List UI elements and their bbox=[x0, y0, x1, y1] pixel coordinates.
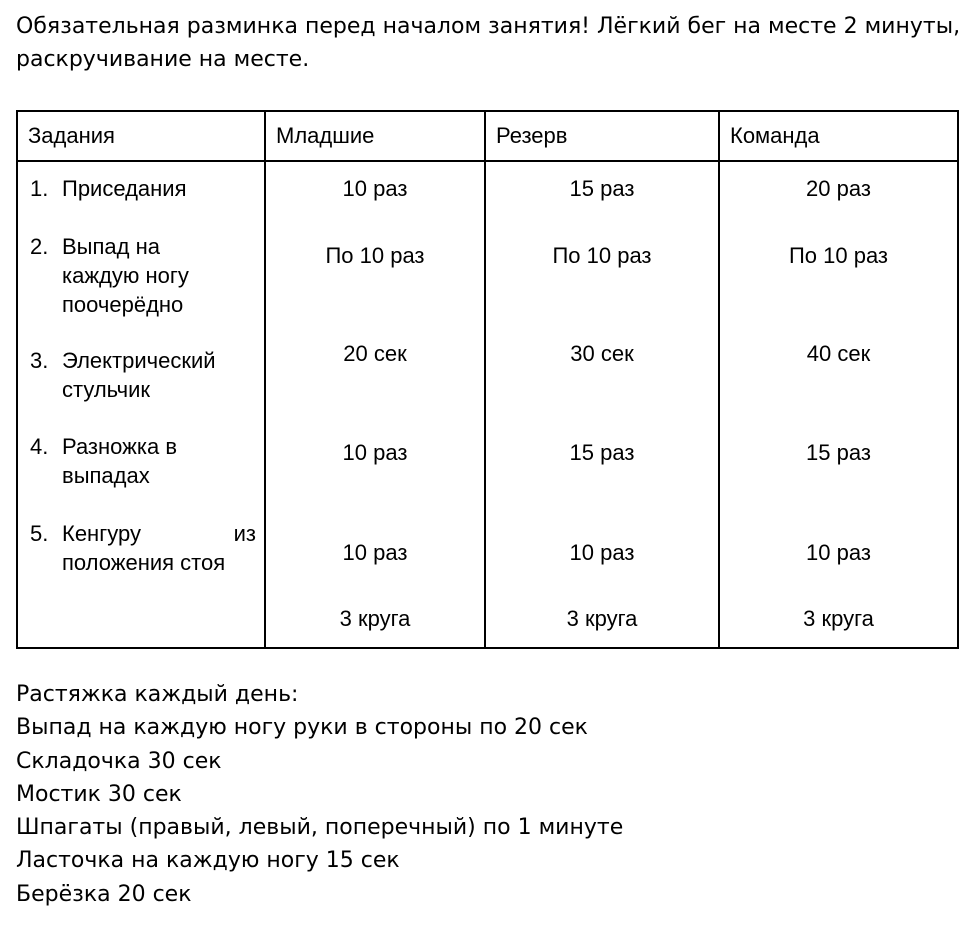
stretching-item: Ласточка на каждую ногу 15 сек bbox=[16, 848, 400, 874]
task-name: Кенгуру из положения стоя bbox=[62, 521, 256, 575]
task-item bbox=[30, 174, 256, 203]
task-item bbox=[30, 432, 256, 490]
value-cell: 20 сек bbox=[343, 341, 407, 366]
value-cell: По 10 раз bbox=[552, 243, 652, 268]
stretching-item: Шпагаты (правый, левый, поперечный) по 1 минуте bbox=[16, 815, 624, 841]
team-cell bbox=[719, 161, 958, 648]
task-name: Разножка в выпадах bbox=[62, 434, 178, 488]
reserve-cell bbox=[485, 161, 719, 648]
task-number: 4. bbox=[30, 434, 49, 459]
stretching-item: Складочка 30 сек bbox=[16, 748, 222, 774]
task-number: 2. bbox=[30, 234, 49, 259]
header-tasks: Задания bbox=[17, 111, 265, 161]
value-cell: По 10 раз bbox=[788, 243, 889, 268]
value-cell: 15 раз bbox=[569, 176, 635, 201]
stretching-title: Растяжка каждый день: bbox=[16, 682, 299, 707]
intro-text: Обязательная разминка перед началом занятия! Лёгкий бег на месте 2 минуты, раскручивание на месте. bbox=[16, 14, 961, 72]
stretching-item: Выпад на каждую ногу руки в стороны по 20 сек bbox=[16, 715, 588, 741]
task-name: Электрический стульчик bbox=[62, 348, 216, 402]
value-cell: 15 раз bbox=[806, 440, 871, 465]
task-name: Выпад на каждую ногу поочерёдно bbox=[62, 234, 189, 317]
rounds-cell: 3 круга bbox=[803, 606, 874, 631]
rounds-cell: 3 круга bbox=[566, 606, 638, 631]
task-item bbox=[30, 346, 256, 404]
header-team: Команда bbox=[719, 111, 958, 161]
value-cell: 10 раз bbox=[342, 540, 408, 565]
stretching-item: Мостик 30 сек bbox=[16, 781, 182, 807]
task-number: 1. bbox=[30, 176, 49, 201]
stretching-section bbox=[16, 678, 623, 911]
stretching-item: Берёзка 20 сек bbox=[16, 881, 192, 907]
exercise-table bbox=[16, 110, 959, 649]
task-number: 3. bbox=[30, 348, 49, 373]
task-item bbox=[30, 519, 256, 577]
header-juniors: Младшие bbox=[265, 111, 485, 161]
task-number: 5. bbox=[30, 521, 49, 546]
value-cell: 10 раз bbox=[806, 540, 871, 565]
table-row bbox=[17, 161, 958, 648]
value-cell: 10 раз bbox=[569, 540, 635, 565]
task-name: Приседания bbox=[62, 176, 187, 201]
juniors-cell bbox=[265, 161, 485, 648]
value-cell: По 10 раз bbox=[325, 243, 425, 268]
value-cell: 10 раз bbox=[342, 176, 408, 201]
value-cell: 30 сек bbox=[570, 341, 634, 366]
table-header-row bbox=[17, 111, 958, 161]
tasks-cell bbox=[17, 161, 265, 648]
value-cell: 10 раз bbox=[342, 440, 408, 465]
rounds-cell: 3 круга bbox=[339, 606, 411, 631]
value-cell: 15 раз bbox=[569, 440, 635, 465]
value-cell: 20 раз bbox=[806, 176, 871, 201]
value-cell: 40 сек bbox=[806, 341, 871, 366]
task-item bbox=[30, 232, 256, 319]
header-reserve: Резерв bbox=[485, 111, 719, 161]
